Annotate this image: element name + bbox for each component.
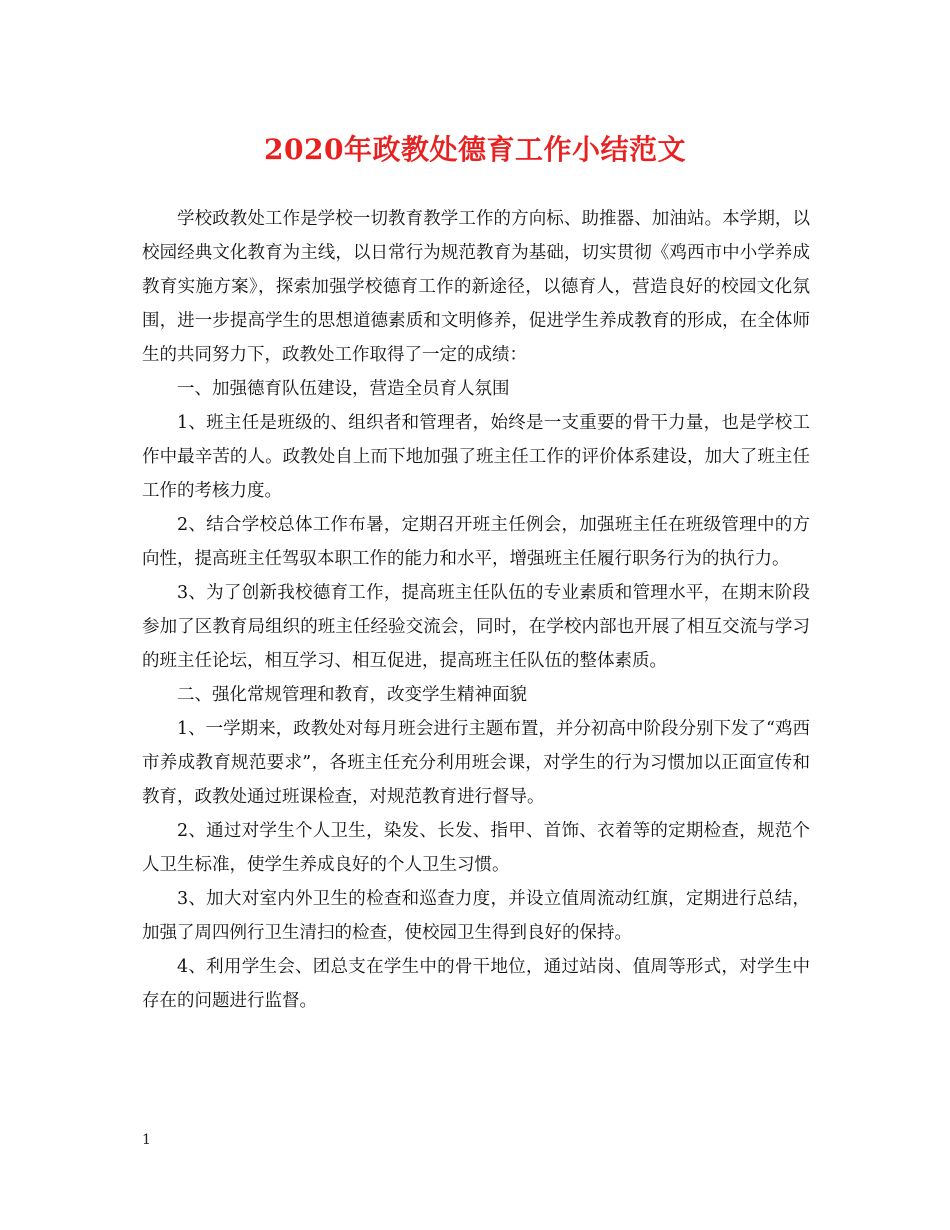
page-number: 1 (142, 1132, 151, 1148)
section-2-item-3: 3、加大对室内外卫生的检查和巡查力度，并设立值周流动红旗，定期进行总结，加强了周四例行卫生清扫的检查，使校园卫生得到良好的保持。 (142, 889, 810, 943)
section-heading-1: 一、加强德育队伍建设，营造全员育人氛围 (177, 379, 510, 399)
document-title: 2020年政教处德育工作小结范文 (264, 133, 686, 166)
section-2-item-1: 1、一学期来，政教处对每月班会进行主题布置，并分初高中阶段分别下发了“鸡西市养成教育规范要求”，各班主任充分利用班会课，对学生的行为习惯加以正面宣传和教育，政教处通过班课检查，对规范教育进行督导。 (142, 719, 810, 807)
document-body (142, 202, 810, 1018)
section-heading-2: 二、强化常规管理和教育，改变学生精神面貌 (177, 685, 527, 705)
section-1-item-1: 1、班主任是班级的、组织者和管理者，始终是一支重要的骨干力量，也是学校工作中最辛苦的人。政教处自上而下地加强了班主任工作的评价体系建设，加大了班主任工作的考核力度。 (142, 413, 810, 501)
section-1-item-2: 2、结合学校总体工作布暑，定期召开班主任例会，加强班主任在班级管理中的方向性，提高班主任驾驭本职工作的能力和水平，增强班主任履行职务行为的执行力。 (142, 515, 810, 569)
intro-paragraph: 学校政教处工作是学校一切教育教学工作的方向标、助推器、加油站。本学期，以校园经典文化教育为主线，以日常行为规范教育为基础，切实贯彻《鸡西市中小学养成教育实施方案》，探索加强学校德育工作的新途径，以德育人，营造良好的校园文化氛围，进一步提高学生的思想道德素质和文明修养，促进学生养成教育的形成，在全体师生的共同努力下，政教处工作取得了一定的成绩： (142, 209, 810, 365)
section-1-item-3: 3、为了创新我校德育工作，提高班主任队伍的专业素质和管理水平，在期末阶段参加了区教育局组织的班主任经验交流会，同时，在学校内部也开展了相互交流与学习的班主任论坛，相互学习、相互促进，提高班主任队伍的整体素质。 (142, 583, 810, 671)
section-2-item-4: 4、利用学生会、团总支在学生中的骨干地位，通过站岗、值周等形式，对学生中存在的问题进行监督。 (142, 957, 810, 1011)
section-2-item-2: 2、通过对学生个人卫生，染发、长发、指甲、首饰、衣着等的定期检查，规范个人卫生标准，使学生养成良好的个人卫生习惯。 (142, 821, 810, 875)
